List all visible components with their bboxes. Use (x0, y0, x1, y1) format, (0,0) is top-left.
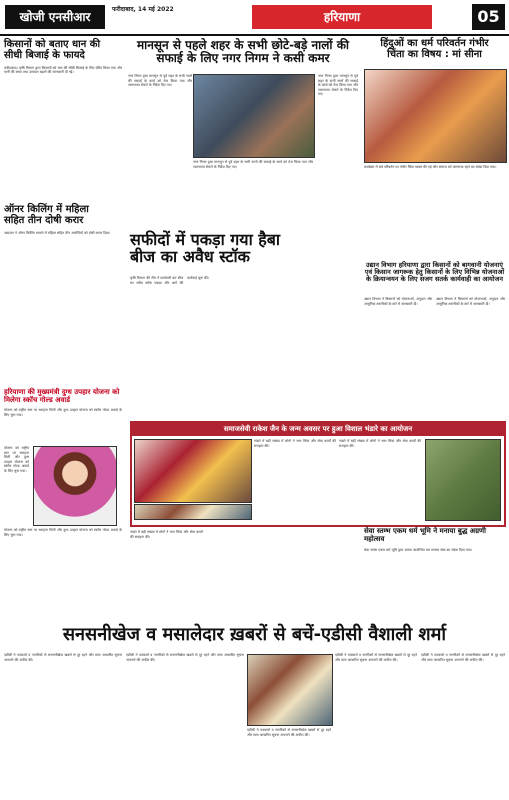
masthead (0, 0, 509, 34)
article-kisan (4, 40, 122, 146)
social-body-center: भंडारे में बड़ी संख्या में लोगों ने भाग लिया और सेवा कार्यों की सराहना की। (339, 439, 421, 448)
bottom-col-4: एडीसी ने पत्रकारों व नागरिकों से सनसनीखेज खबरों से दूर रहने और सत्य आधारित सूचना अपनाने की अपील की। (335, 653, 417, 662)
social-photo-strip (134, 504, 252, 520)
milk-body-top: योजना को राष्ट्रीय स्तर पर सराहना मिली और दुग्ध उपहार योजना को स्कॉच गोल्ड अवार्ड के लिए चुना गया। (4, 408, 122, 417)
social-photo-2 (425, 439, 501, 521)
kisan-headline-1: किसानों को बताए धान की (4, 39, 101, 50)
milk-portrait (33, 446, 117, 526)
newspaper-brand: खोजी एनसीआर (5, 5, 105, 29)
bottom-col-2: एडीसी ने पत्रकारों व नागरिकों से सनसनीखेज खबरों से दूर रहने और सत्य आधारित सूचना अपनाने की अपील की। (126, 653, 244, 662)
nagar-body-center: नगर निगम द्वारा मानसून से पूर्व शहर के सभी नालों की सफाई के कार्य को तेज किया गया और जलभराव रोकने के निर्देश दिए गए। (193, 160, 313, 169)
bottom-headline-band (0, 624, 509, 649)
seed-body: कृषि विभाग की टीम ने छापेमारी कर बीज का अवैध स्टॉक पकड़ा और आगे की कार्रवाई शुरू की। (130, 276, 210, 285)
article-nagar (128, 39, 358, 65)
udyan-body-left: उद्यान विभाग ने किसानों को योजनाओं, अनुदान और आधुनिक तकनीकों के बारे में जानकारी दी। (364, 297, 432, 306)
dateline: फरीदाबाद, 14 मई 2022 (112, 6, 174, 13)
seed-headline-2: बीज का अवैध स्टॉक (130, 247, 250, 267)
udyan-headline: उद्यान विभाग हरियाणा द्वारा किसानों को बागवानी योजनाएं एवं किसान जागरूक हेतु किसानों के लिए विभिन्न योजनाओं के क्रियान्वयन के लिए सजग सतर्क कार्यवाही का आयोजन (364, 261, 505, 284)
masthead-rule (0, 34, 509, 36)
milk-headline: हरियाणा की मुख्यमंत्री दुग्ध उपहार योजना को मिलेगा स्कॉच गोल्ड अवार्ड (4, 388, 120, 404)
section-title: हरियाणा (252, 5, 432, 29)
bottom-col-1: एडीसी ने पत्रकारों व नागरिकों से सनसनीखेज खबरों से दूर रहने और सत्य आधारित सूचना अपनाने की अपील की। (4, 653, 122, 662)
honour-body: अदालत ने ऑनर किलिंग मामले में महिला सहित तीन आरोपियों को दोषी करार दिया। (4, 230, 111, 235)
article-service (364, 528, 505, 543)
bottom-col-3: एडीसी ने पत्रकारों व नागरिकों से सनसनीखेज खबरों से दूर रहने और सत्य आधारित सूचना अपनाने की अपील की। (247, 728, 331, 737)
milk-body-side: योजना को राष्ट्रीय स्तर पर सराहना मिली और दुग्ध उपहार योजना को स्कॉच गोल्ड अवार्ड के लिए चुना गया। (4, 446, 29, 473)
bottom-photo (247, 654, 333, 726)
nagar-body-right: नगर निगम द्वारा मानसून से पूर्व शहर के सभी नालों की सफाई के कार्य को तेज किया गया और जलभराव रोकने के निर्देश दिए गए। (318, 74, 358, 97)
hindu-headline-2: चिंता का विषय : मां सीना (387, 48, 482, 60)
nagar-photo (193, 74, 315, 158)
bottom-headline: सनसनीखेज व मसालेदार ख़बरों से बचें-एडीसी वैशाली शर्मा (62, 624, 447, 645)
seed-headline-1: सफीदों में पकड़ा गया हैबा (130, 230, 281, 249)
service-body: सेवा स्तम्भ एकम धर्म भूमि द्वारा उत्सव आयोजित कर समाज सेवा का संदेश दिया गया। (364, 548, 473, 552)
kisan-body: फरीदाबाद। कृषि विभाग द्वारा किसानों को धान की सीधी बिजाई के लिए प्रेरित किया गया और पानी की बचत तथा उत्पादन बढ़ाने की जानकारी दी गई। (4, 65, 122, 75)
hindu-body: कार्यक्रम में धर्म परिवर्तन पर गंभीर चिंता व्यक्त की गई और समाज को जागरूक रहने का संदेश दिया गया। (364, 165, 497, 169)
article-milk (4, 389, 122, 404)
nagar-headline-1: मानसून से पहले शहर के सभी छोटे-बड़े नालों की (136, 38, 350, 52)
honour-headline-2: सहित तीन दोषी करार (4, 214, 84, 226)
honour-headline-1: ऑनर किलिंग में महिला (4, 204, 89, 215)
nagar-headline-2: सफाई के लिए नगर निगम ने कसी कमर (156, 50, 330, 65)
social-photo-1 (134, 439, 252, 503)
hindu-headline-1: हिंदुओं का धर्म परिवर्तन गंभीर (380, 38, 489, 49)
article-honour-killing (4, 205, 122, 376)
nagar-body-left: नगर निगम द्वारा मानसून से पूर्व शहर के सभी नालों की सफाई के कार्य को तेज किया गया और जलभराव रोकने के निर्देश दिए गए। (128, 74, 192, 88)
kisan-headline-2: सीधी बिजाई के फायदे (4, 49, 85, 61)
page-number: 05 (472, 4, 505, 30)
bottom-col-5: एडीसी ने पत्रकारों व नागरिकों से सनसनीखेज खबरों से दूर रहने और सत्य आधारित सूचना अपनाने की अपील की। (421, 653, 505, 662)
udyan-body-right: उद्यान विभाग ने किसानों को योजनाओं, अनुदान और आधुनिक तकनीकों के बारे में जानकारी दी। (436, 297, 505, 306)
article-udyan (364, 262, 505, 283)
article-hindu (364, 39, 505, 61)
milk-body-bottom: योजना को राष्ट्रीय स्तर पर सराहना मिली और दुग्ध उपहार योजना को स्कॉच गोल्ड अवार्ड के लिए चुना गया। (4, 528, 122, 537)
social-banner: समाजसेवी राकेश जैन के जन्म अवसर पर हुआ विशाल भंडारे का आयोजन (132, 423, 504, 436)
mid-column-text: भंडारे में बड़ी संख्या में लोगों ने भाग लिया और सेवा कार्यों की सराहना की। (130, 530, 203, 539)
hindu-photo (364, 69, 507, 163)
social-body-left: भंडारे में बड़ी संख्या में लोगों ने भाग लिया और सेवा कार्यों की सराहना की। (254, 439, 336, 448)
article-seed (130, 231, 355, 266)
service-headline: सेवा स्तम्भ एकम धर्म भूमि ने मनाया बुद्ध अग्रणी महोत्सव (364, 527, 486, 543)
